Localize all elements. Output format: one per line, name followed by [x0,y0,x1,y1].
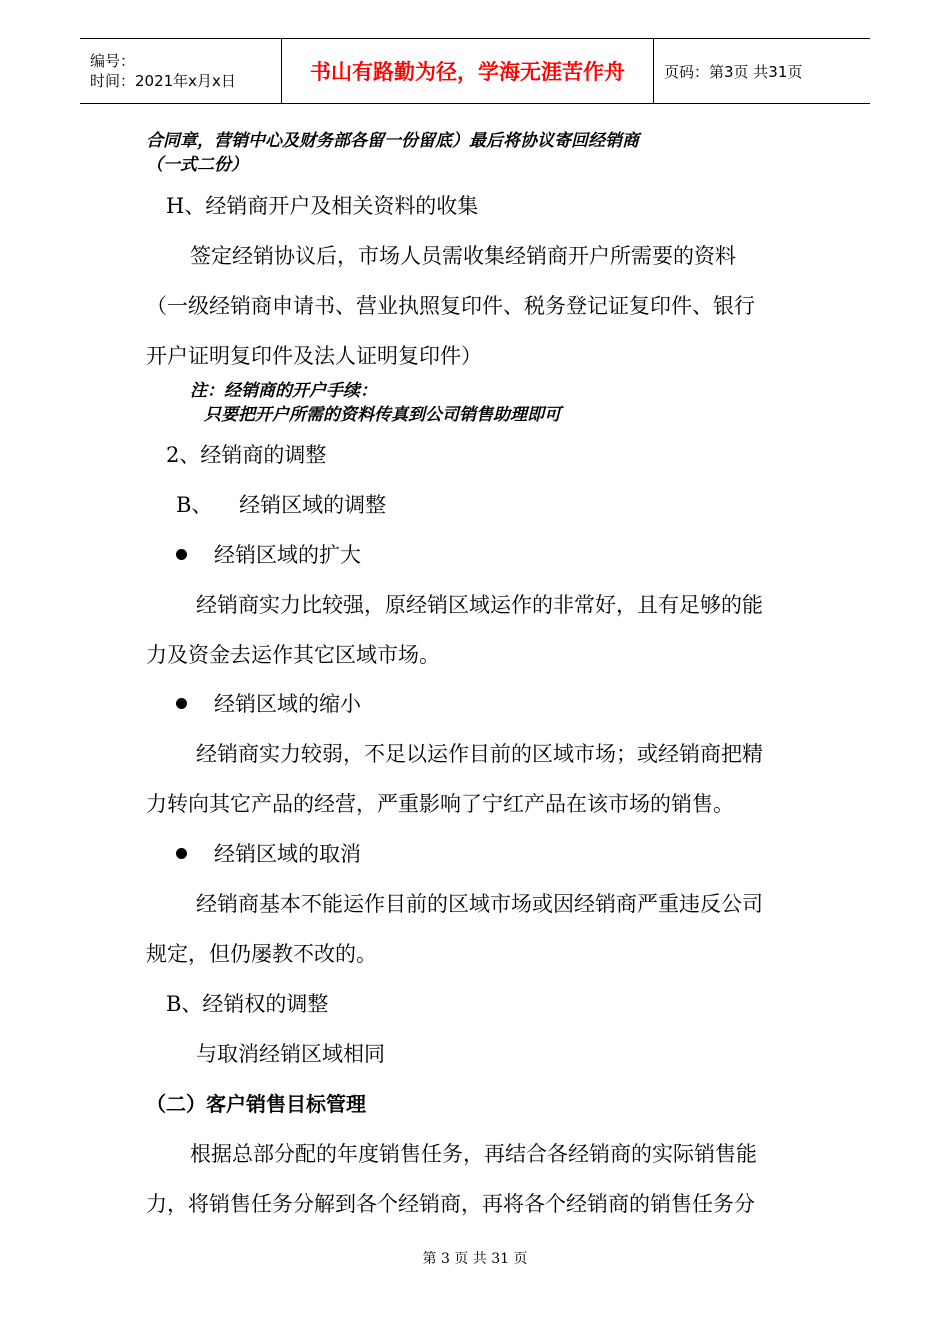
number-label: 编号： [90,52,136,70]
bullet-2-text-line-1: 经销商实力较弱，不足以运作目前的区域市场；或经销商把精 [196,742,763,766]
bullet-2-text-line-2: 力转向其它产品的经营，严重影响了宁红产品在该市场的销售。 [146,792,734,816]
bullet-icon [176,698,187,709]
date-label: 时间：2021年x月x日 [90,72,236,90]
italic-line-2: （一式二份） [146,155,248,175]
header-page-info: 页码：第3页 共31页 [664,62,803,81]
bullet-item-expand: 经销区域的扩大 [214,543,361,567]
section-heading-customer-target: （二）客户销售目标管理 [146,1092,366,1116]
header-meta [80,39,282,104]
b2-text: 与取消经销区域相同 [196,1042,385,1066]
page-footer: 第 3 页 共 31 页 [422,1251,528,1267]
bullet-icon [176,549,187,560]
paragraph-1-line-3: 开户证明复印件及法人证明复印件） [146,344,482,368]
italic-line-1: 合同章，营销中心及财务部各留一份留底）最后将协议寄回经销商 [146,131,639,151]
bullet-3-text-line-2: 规定，但仍屡教不改的。 [146,942,377,966]
bullet-1-text-line-2: 力及资金去运作其它区域市场。 [146,643,440,667]
last-paragraph-line-2: 力，将销售任务分解到各个经销商，再将各个经销商的销售任务分 [146,1192,755,1216]
section-heading-b2: B、经销权的调整 [166,992,329,1016]
section-heading-b1: B、 经销区域的调整 [176,493,387,517]
paragraph-1-line-1: 签定经销协议后，市场人员需收集经销商开户所需要的资料 [190,244,736,268]
bullet-3-text-line-1: 经销商基本不能运作目前的区域市场或因经销商严重违反公司 [196,892,763,916]
page-header [80,38,870,104]
last-paragraph-line-1: 根据总部分配的年度销售任务，再结合各经销商的实际销售能 [190,1142,757,1166]
paragraph-1-line-2: （一级经销商申请书、营业执照复印件、税务登记证复印件、银行 [146,294,755,318]
note-line-1: 注：经销商的开户手续： [190,381,377,401]
note-line-2: 只要把开户所需的资料传真到公司销售助理即可 [204,405,561,425]
section-heading-h: H、经销商开户及相关资料的收集 [166,194,479,218]
bullet-1-text-line-1: 经销商实力比较强，原经销区域运作的非常好，且有足够的能 [196,593,763,617]
bullet-item-shrink: 经销区域的缩小 [214,692,361,716]
header-motto: 书山有路勤为径，学海无涯苦作舟 [282,39,654,104]
section-heading-2: 2、经销商的调整 [166,443,327,467]
bullet-item-cancel: 经销区域的取消 [214,842,361,866]
bullet-icon [176,848,187,859]
